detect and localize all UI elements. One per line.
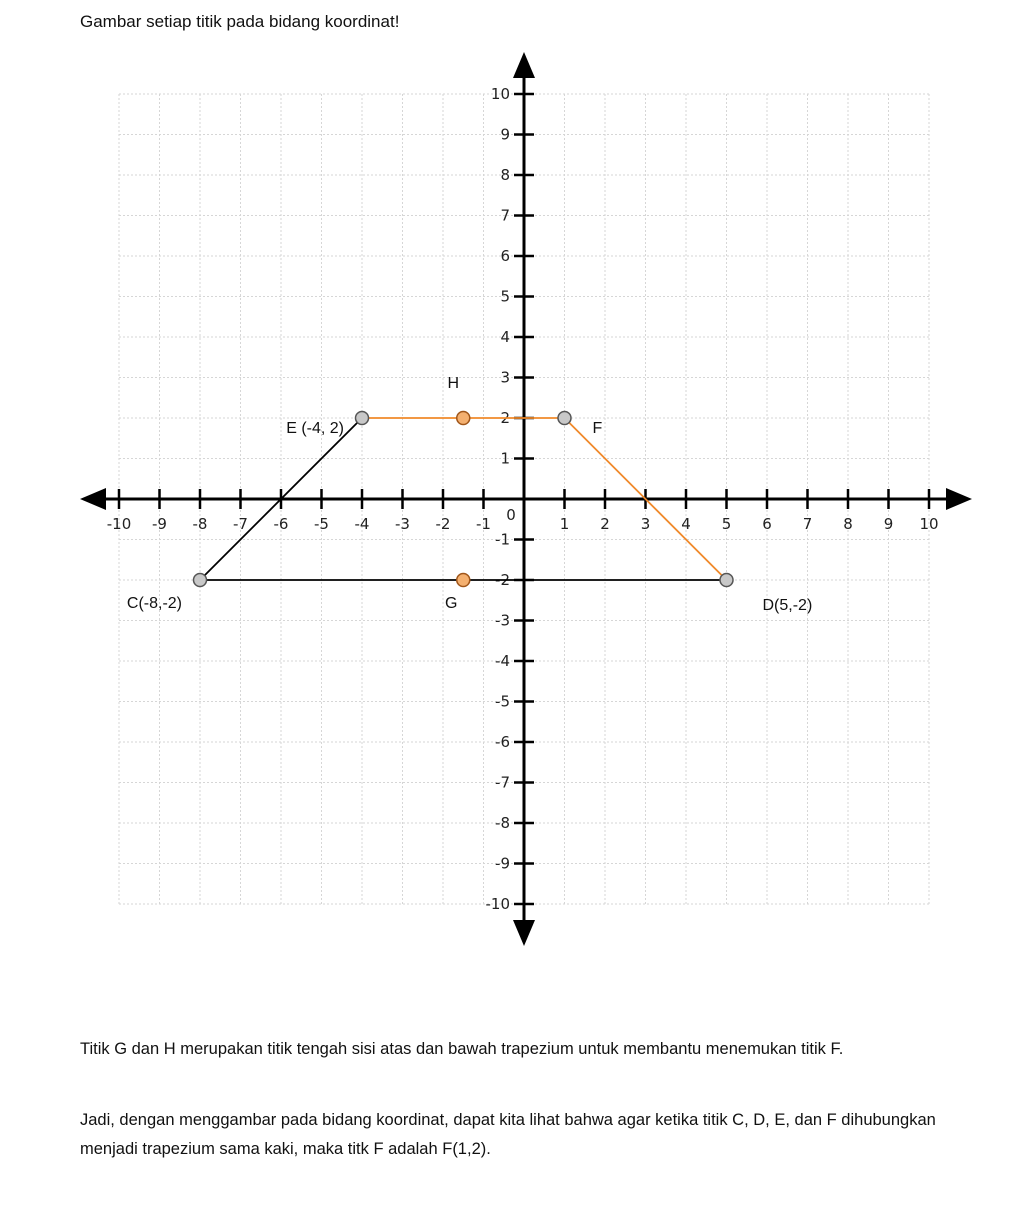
x-tick-label: 1 xyxy=(559,515,570,533)
x-tick-label: 4 xyxy=(681,515,691,533)
y-tick-label: -1 xyxy=(495,530,510,549)
point-F xyxy=(558,412,571,425)
y-tick-label: -9 xyxy=(495,854,510,873)
x-axis-arrow-left xyxy=(80,488,106,510)
point-label-H: H xyxy=(447,375,460,392)
point-E xyxy=(356,412,369,425)
y-tick-label: 7 xyxy=(500,206,510,225)
point-label-E: E (-4, 2) xyxy=(286,420,344,437)
x-tick-label: -5 xyxy=(314,515,329,533)
x-tick-label: 9 xyxy=(883,515,894,533)
x-tick-label: 8 xyxy=(843,515,853,533)
point-label-D: D(5,-2) xyxy=(762,597,813,614)
y-tick-label: 1 xyxy=(500,449,510,468)
x-tick-label: -10 xyxy=(106,515,132,533)
explanation-paragraph-1: Titik G dan H merupakan titik tengah sisi atas dan bawah trapezium untuk membantu menemukan titik F. xyxy=(80,1040,844,1058)
x-tick-label: 6 xyxy=(762,515,772,533)
y-tick-label: -4 xyxy=(495,652,510,670)
x-tick-label: -2 xyxy=(435,515,451,533)
x-tick-label: -9 xyxy=(152,515,167,533)
point-H xyxy=(457,412,470,425)
page-heading: Gambar setiap titik pada bidang koordinat! xyxy=(80,12,400,31)
point-label-C: C(-8,-2) xyxy=(126,595,182,612)
x-tick-label: -3 xyxy=(395,515,410,533)
x-tick-label: 2 xyxy=(600,515,610,533)
x-tick-label: -8 xyxy=(192,515,208,533)
point-label-F: F xyxy=(592,420,603,437)
axes xyxy=(80,52,972,946)
y-tick-label: -2 xyxy=(495,571,510,589)
x-tick-label: 5 xyxy=(721,515,732,533)
explanation-paragraph-2: Jadi, dengan menggambar pada bidang koordinat, dapat kita lihat bahwa agar ketika titik C, D, E, dan F dihubungkan menjadi trapezium sama kaki, maka titk F adalah F(1,2). xyxy=(80,1111,936,1158)
y-tick-label: 2 xyxy=(500,409,510,427)
x-tick-label: -4 xyxy=(354,515,370,533)
x-tick-label: 3 xyxy=(640,515,651,533)
x-tick-label: 10 xyxy=(919,515,939,533)
y-tick-label: 3 xyxy=(500,368,510,387)
y-tick-label: -10 xyxy=(485,895,510,913)
x-tick-label: -7 xyxy=(233,515,248,533)
y-tick-label: -6 xyxy=(495,733,510,751)
y-tick-label: 9 xyxy=(500,125,510,144)
y-tick-label: -5 xyxy=(495,692,510,711)
x-axis-arrow-right xyxy=(946,488,972,510)
x-tick-label: -6 xyxy=(273,515,289,533)
point-C xyxy=(194,574,207,587)
y-tick-label: 8 xyxy=(500,166,510,184)
x-tick-label: -1 xyxy=(476,515,491,533)
y-tick-label: 4 xyxy=(500,328,510,346)
y-tick-label: -3 xyxy=(495,611,510,630)
x-tick-label: 7 xyxy=(802,515,813,533)
point-D xyxy=(720,574,733,587)
point-label-G: G xyxy=(445,595,458,612)
y-axis-arrow-top xyxy=(513,52,535,78)
point-G xyxy=(457,574,470,587)
y-tick-label: 10 xyxy=(490,85,510,103)
y-tick-label: 5 xyxy=(500,287,510,306)
y-tick-label: -7 xyxy=(495,773,510,792)
y-tick-label: -8 xyxy=(495,814,510,832)
y-axis-arrow-bottom xyxy=(513,920,535,946)
y-tick-label: 6 xyxy=(500,247,510,265)
origin-label: 0 xyxy=(506,506,516,524)
